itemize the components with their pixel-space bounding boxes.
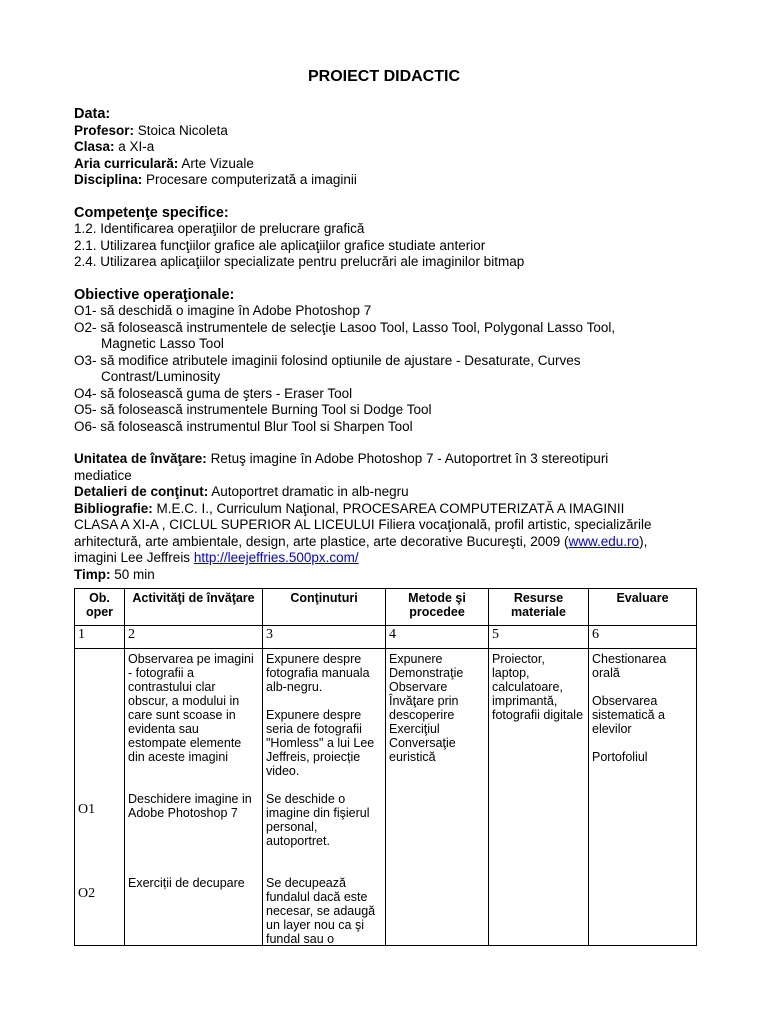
continut-text: Se deschide o imagine din fişierul personal, autoportret.: [266, 792, 370, 848]
column-header: Metode şi procedee: [386, 589, 489, 626]
metoda-item: Conversaţie euristică: [389, 736, 456, 764]
bibliografie-line-2: CLASA A XI-A , CICLUL SUPERIOR AL LICEULUI Filiera vocaţională, profil artistic, specializările: [74, 517, 652, 532]
clasa-label: Clasa:: [74, 139, 115, 154]
ob-cell: [75, 649, 125, 946]
bibliografie-text: arhitectură, arte ambientale, design, arte plastice, arte decorative Bucureşti, 2009 (: [74, 533, 569, 549]
obiectiv-o3: O3- să modifice atributele imaginii folosind optiunile de ajustare - Desaturate, Curves: [74, 352, 581, 368]
metoda-item: Demonstraţie: [389, 666, 464, 680]
column-header: Conţinuturi: [263, 589, 386, 626]
metoda-item: Învăţare prin descoperire: [389, 694, 459, 722]
table-header-row: [75, 589, 697, 626]
column-header: Evaluare: [589, 589, 697, 626]
spacer: [74, 435, 704, 451]
timp-value: 50 min: [114, 566, 155, 582]
bibliografie-line: [74, 501, 704, 518]
disciplina-value: Procesare computerizată a imaginii: [146, 172, 357, 187]
aria-label: Aria curriculară:: [74, 155, 179, 171]
obiective-heading: Obiective operaţionale:: [74, 286, 235, 303]
activitati-cell: [125, 649, 263, 946]
bibliografie-text: imagini Lee Jeffreis: [74, 550, 194, 565]
column-number: 6: [589, 626, 697, 649]
continut-text: Se decupează fundalul dacă este necesar, se adaugă un layer nou ca şi fundal sau o: [266, 876, 376, 946]
metoda-item: Observare: [389, 680, 448, 694]
metode-cell: [386, 649, 489, 946]
data-label: Data:: [74, 106, 111, 122]
activitate-text: Exerciții de decupare: [128, 876, 245, 890]
continut-text: Expunere despre fotografia manuala alb-negru.: [266, 652, 370, 694]
column-header: Activităţi de învăţare: [125, 589, 263, 626]
resurse-cell: [489, 649, 589, 946]
obiectiv-o5: O5- să folosească instrumentele Burning Tool si Dodge Tool: [74, 402, 432, 417]
evaluare-item: Portofoliul: [592, 750, 648, 764]
timp-line: [74, 567, 704, 584]
resurse-text: Proiector, laptop, calculatoare, imprimantă, fotografii digitale: [492, 652, 584, 722]
profesor-label: Profesor:: [74, 122, 135, 138]
evaluare-item: Chestionarea orală: [592, 652, 667, 680]
profesor-line: [74, 123, 704, 140]
document-title: PROIECT DIDACTIC: [308, 68, 460, 85]
obiectiv-o6: O6- să folosească instrumentul Blur Tool si Sharpen Tool: [74, 418, 413, 434]
bibliografie-line-3: [74, 534, 704, 551]
column-number: 5: [489, 626, 589, 649]
obiectiv-o1: O1- să deschidă o imagine în Adobe Photoshop 7: [74, 303, 372, 318]
lesson-table: [74, 588, 697, 946]
detalieri-line: [74, 484, 704, 501]
unitatea-line: [74, 451, 704, 468]
aria-value: Arte Vizuale: [181, 155, 254, 171]
competente-heading: Competenţe specifice:: [74, 204, 229, 221]
ob-label: O2: [78, 886, 96, 901]
evaluare-item: Observarea sistematică a elevilor: [592, 694, 665, 736]
edu-link[interactable]: www.edu.ro: [568, 533, 640, 549]
column-header: Resurse materiale: [489, 589, 589, 626]
clasa-value: a XI-a: [118, 139, 155, 154]
unitatea-value: Retuş imagine în Adobe Photoshop 7 - Autoportret în 3 stereotipuri: [210, 451, 609, 466]
ob-label: O1: [78, 802, 96, 817]
table-number-row: [75, 626, 697, 649]
obiectiv-o4: O4- să folosească guma de şters - Eraser Tool: [74, 385, 353, 401]
unitatea-label: Unitatea de învăţare:: [74, 451, 207, 466]
obiectiv-o2: O2- să folosească instrumentele de selecţie Lasoo Tool, Lasso Tool, Polygonal Lasso Tool,: [74, 319, 616, 335]
table-row: [75, 649, 697, 946]
document-page: [74, 68, 704, 583]
obiectiv-o3-continuation: Contrast/Luminosity: [101, 369, 221, 384]
unitatea-continuation: mediatice: [74, 467, 132, 483]
column-number: 2: [125, 626, 263, 649]
column-header: Ob. oper: [75, 589, 125, 626]
bibliografie-text: ),: [639, 533, 648, 549]
bibliografie-label: Bibliografie:: [74, 500, 153, 516]
disciplina-line: [74, 172, 704, 189]
disciplina-label: Disciplina:: [74, 172, 143, 187]
profesor-value: Stoica Nicoleta: [137, 122, 228, 138]
timp-label: Timp:: [74, 566, 111, 582]
metoda-item: Exerciţiul: [389, 722, 440, 736]
bibliografie-text: M.E.C. I., Curriculum Naţional, PROCESAREA COMPUTERIZATĂ A IMAGINII: [156, 500, 625, 516]
spacer: [74, 271, 704, 287]
bibliografie-line-4: [74, 550, 704, 567]
competenta-item: 1.2. Identificarea operaţiilor de prelucrare grafică: [74, 221, 365, 236]
column-number: 3: [263, 626, 386, 649]
activitate-text: Deschidere imagine in Adobe Photoshop 7: [128, 792, 252, 820]
column-number: 1: [75, 626, 125, 649]
spacer: [74, 189, 704, 205]
detalieri-label: Detalieri de conţinut:: [74, 484, 209, 499]
aria-line: [74, 156, 704, 173]
competenta-item: 2.4. Utilizarea aplicaţiilor specializate pentru prelucrări ale imaginilor bitmap: [74, 254, 525, 269]
competenta-item: 2.1. Utilizarea funcţiilor grafice ale aplicaţiilor grafice studiate anterior: [74, 237, 486, 253]
clasa-line: [74, 139, 704, 156]
metoda-item: Expunere: [389, 652, 443, 666]
detalieri-value: Autoportret dramatic in alb-negru: [211, 484, 409, 499]
continut-text: Expunere despre seria de fotografii "Homless" a lui Lee Jeffreis, proiecție video.: [266, 708, 375, 778]
evaluare-cell: [589, 649, 697, 946]
obiectiv-o2-continuation: Magnetic Lasso Tool: [101, 336, 224, 351]
jeffries-link[interactable]: http://leejeffries.500px.com/: [193, 550, 359, 565]
column-number: 4: [386, 626, 489, 649]
continuturi-cell: [263, 649, 386, 946]
activitate-text: Observarea pe imagini - fotografii a contrastului clar obscur, a modului in care sunt scoase in evidenta sau estompate elemente din aceste imagini: [128, 652, 254, 764]
